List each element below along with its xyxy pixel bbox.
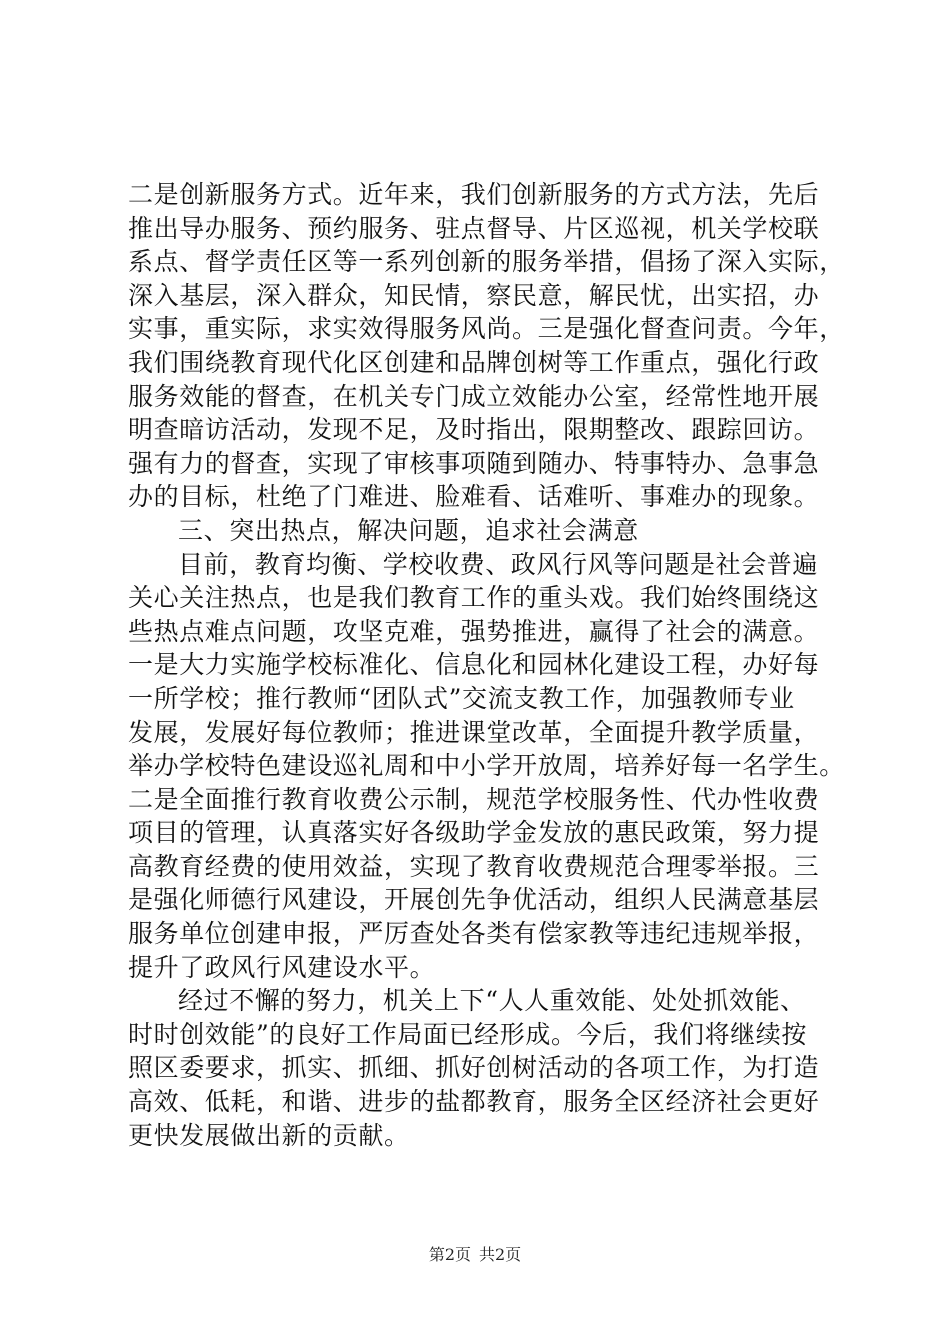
text-line: 办的目标，杜绝了门难进、脸难看、话难听、事难办的现象。 [128,482,820,512]
text-line: 一是大力实施学校标准化、信息化和园林化建设工程，办好每 [128,650,820,680]
text-line: 发展，发展好每位教师；推进课堂改革，全面提升教学质量， [128,717,820,747]
text-line: 明查暗访活动，发现不足，及时指出，限期整改、跟踪回访。 [128,415,820,445]
text-line: 二是全面推行教育收费公示制，规范学校服务性、代办性收费 [128,784,820,814]
page-total: 共2页 [479,1245,522,1264]
page-footer [0,1245,950,1265]
text-line: 实事，重实际，求实效得服务风尚。三是强化督查问责。今年， [128,314,845,344]
text-line: 高效、低耗，和谐、进步的盐都教育，服务全区经济社会更好 [128,1087,820,1117]
text-line: 强有力的督查，实现了审核事项随到随办、特事特办、急事急 [128,448,820,478]
text-line: 些热点难点问题，攻坚克难，强势推进，赢得了社会的满意。 [128,616,820,646]
text-line: 是强化师德行风建设，开展创先争优活动，组织人民满意基层 [128,885,820,915]
text-line: 二是创新服务方式。近年来，我们创新服务的方式方法，先后 [128,180,820,209]
text-line: 深入基层，深入群众，知民情，察民意，解民忧，出实招，办 [128,280,820,310]
text-line: 关心关注热点，也是我们教育工作的重头戏。我们始终围绕这 [128,583,820,613]
section-heading: 三、突出热点，解决问题，追求社会满意 [178,515,639,545]
text-line: 更快发展做出新的贡献。 [128,1120,410,1150]
text-line: 项目的管理，认真落实好各级助学金发放的惠民政策，努力提 [128,818,820,848]
text-line: 举办学校特色建设巡礼周和中小学开放周，培养好每一名学生。 [128,751,845,781]
text-line: 系点、督学责任区等一系列创新的服务举措，倡扬了深入实际， [128,247,845,277]
text-line: 高教育经费的使用效益，实现了教育收费规范合理零举报。三 [128,851,820,881]
page-number: 第2页 [428,1245,471,1264]
text-line: 服务单位创建申报，严厉查处各类有偿家教等违纪违规举报， [128,919,820,949]
text-line: 我们围绕教育现代化区创建和品牌创树等工作重点，强化行政 [128,347,820,377]
text-line: 服务效能的督查，在机关专门成立效能办公室，经常性地开展 [128,381,820,411]
paragraph-first-line: 目前，教育均衡、学校收费、政风行风等问题是社会普遍 [178,549,819,579]
document-body [128,178,845,1152]
text-line: 推出导办服务、预约服务、驻点督导、片区巡视，机关学校联 [128,213,820,243]
text-line: 一所学校；推行教师“团队式”交流支教工作，加强教师专业 [128,683,795,713]
text-line: 照区委要求，抓实、抓细、抓好创树活动的各项工作，为打造 [128,1053,820,1083]
paragraph-first-line: 经过不懈的努力，机关上下“人人重效能、处处抓效能、 [178,986,806,1016]
text-line: 时时创效能”的良好工作局面已经形成。今后，我们将继续按 [128,1019,807,1049]
text-line: 提升了政风行风建设水平。 [128,952,436,982]
